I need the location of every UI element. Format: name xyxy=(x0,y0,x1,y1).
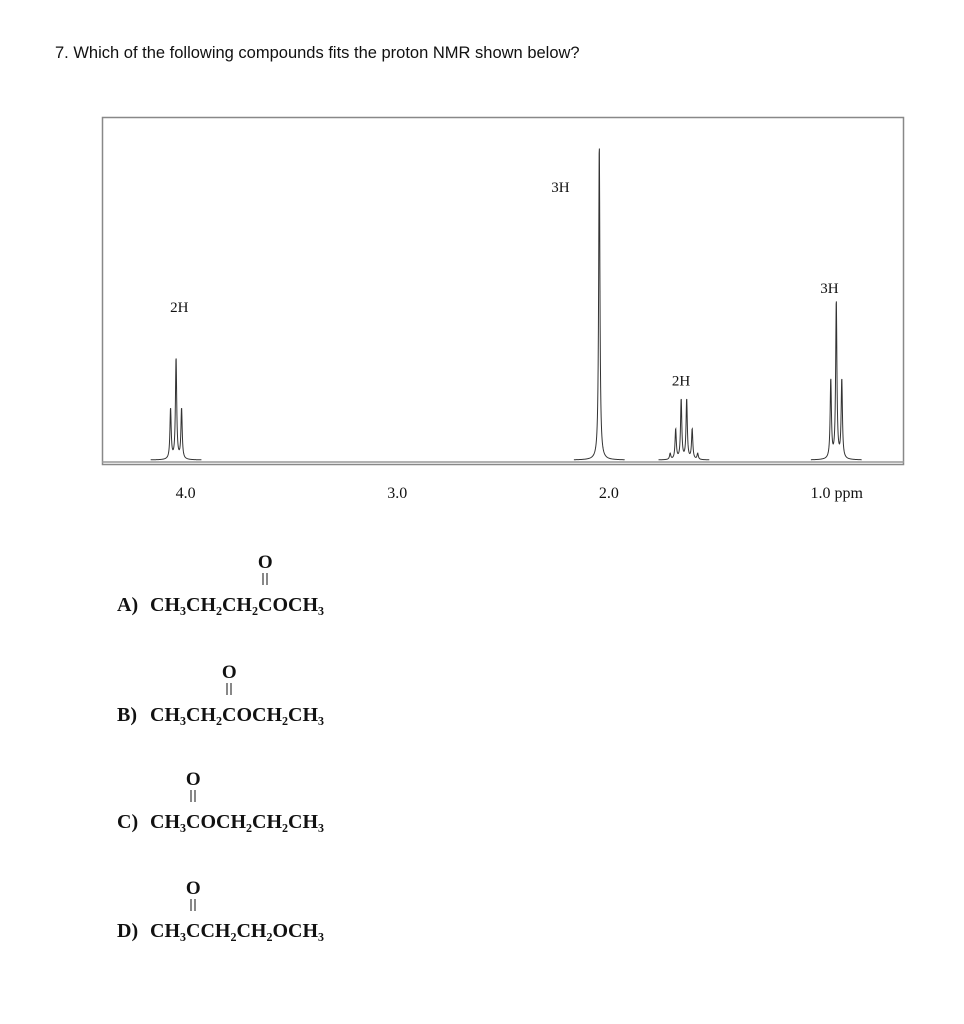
integration-label: 2H xyxy=(170,300,189,317)
nmr-peak-0 xyxy=(151,359,202,460)
double-bond xyxy=(227,683,232,695)
option-label: D) xyxy=(117,920,139,942)
formula-part: CH₂CH₂OCH₃ xyxy=(200,920,324,942)
nmr-peak-3 xyxy=(811,301,862,459)
option-label: B) xyxy=(117,704,137,726)
formula-part: CH₃CH₂ xyxy=(150,704,222,726)
option-label: A) xyxy=(117,594,139,616)
carbonyl-oxygen: O xyxy=(257,552,273,573)
carbonyl-carbon: C xyxy=(258,594,273,616)
option-d[interactable] xyxy=(117,878,324,943)
nmr-peak-1 xyxy=(574,148,625,459)
option-c[interactable] xyxy=(117,769,324,834)
formula-part: CH₃ xyxy=(150,920,186,942)
formula-part: OCH₃ xyxy=(272,594,325,616)
x-tick-label: 4.0 xyxy=(175,485,196,502)
x-tick-label: 1.0 ppm xyxy=(810,485,863,502)
carbonyl-oxygen: O xyxy=(221,662,237,683)
formula-part: OCH₂CH₂CH₃ xyxy=(200,811,324,833)
option-label: C) xyxy=(117,811,139,833)
x-tick-label: 2.0 xyxy=(598,485,619,502)
integration-label: 3H xyxy=(820,281,839,297)
x-tick-label: 3.0 xyxy=(387,485,408,502)
formula-part: OCH₂CH₃ xyxy=(236,704,325,726)
carbonyl-carbon: C xyxy=(186,920,201,942)
plot-frame xyxy=(103,118,904,465)
carbonyl-oxygen: O xyxy=(185,769,201,790)
question-text: 7. Which of the following compounds fits the proton NMR shown below? xyxy=(55,44,580,62)
integration-label: 2H xyxy=(671,373,691,390)
integration-label: 3H xyxy=(551,180,570,196)
double-bond xyxy=(191,790,196,802)
option-b[interactable] xyxy=(117,662,325,727)
carbonyl-carbon: C xyxy=(222,704,237,726)
carbonyl-oxygen: O xyxy=(185,878,201,899)
formula-part: CH₃CH₂CH₂ xyxy=(150,594,258,616)
nmr-peak-2 xyxy=(659,399,710,460)
formula-part: CH₃ xyxy=(150,811,186,833)
double-bond xyxy=(263,573,268,585)
double-bond xyxy=(191,899,196,911)
carbonyl-carbon: C xyxy=(186,811,201,833)
option-a[interactable] xyxy=(117,552,325,617)
